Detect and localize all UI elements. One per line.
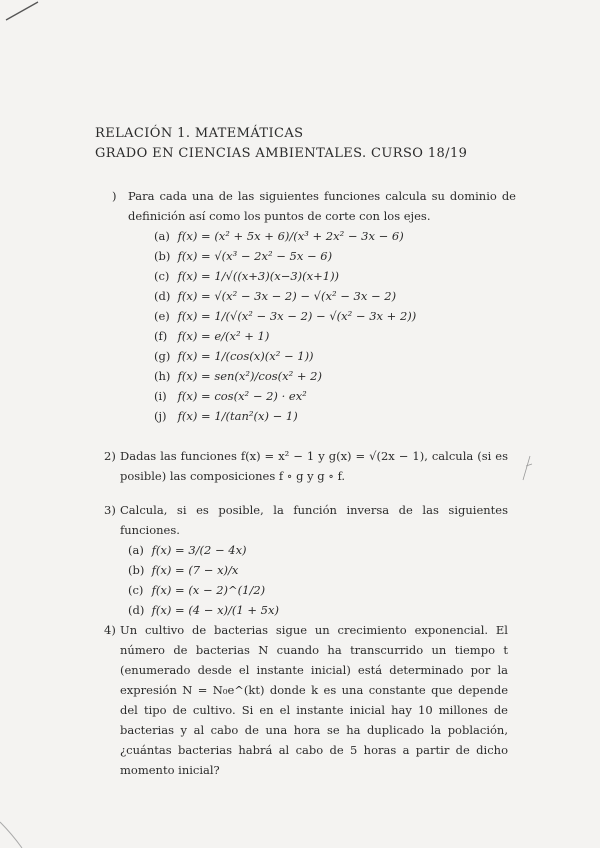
document-title: RELACIÓN 1. MATEMÁTICAS (95, 126, 304, 141)
exercise-text: Calcula, si es posible, la función inversa de las siguientes funciones. (120, 503, 508, 537)
exercise-number: 4) (104, 623, 116, 637)
list-item (154, 246, 516, 266)
pen-stroke-mark (2, 0, 42, 24)
math-expression: f(x) = e/(x² + 1) (177, 329, 270, 343)
exercise-number: ) (112, 189, 117, 203)
list-item (154, 366, 516, 386)
list-item (154, 326, 516, 346)
item-label: (h) (154, 369, 171, 383)
item-label: (d) (154, 289, 171, 303)
item-label: (a) (154, 229, 170, 243)
list-item (154, 226, 516, 246)
list-item (154, 286, 516, 306)
list-item (128, 600, 508, 620)
document-subtitle: GRADO EN CIENCIAS AMBIENTALES. CURSO 18/19 (95, 146, 468, 161)
exercise-text: Un cultivo de bacterias sigue un crecimiento exponencial. El número de bacterias N cuando ha transcurrido un tiempo t (enumerado desde el instante inicial) está determinado por la expresión N = N₀e^(kt) donde k es una constante que depende del tipo de cultivo. Si en el instante inicial hay 10 millones de bacterias y al cabo de una hora se ha duplicado la población, ¿cuántas bacterias habrá al cabo de 5 horas a partir de dicho momento inicial? (120, 623, 508, 777)
math-expression: f(x) = (7 − x)/x (151, 563, 239, 577)
item-label: (i) (154, 389, 167, 403)
list-item (128, 560, 508, 580)
list-item (128, 540, 508, 560)
item-label: (f) (154, 329, 168, 343)
exercise-3 (104, 500, 508, 620)
exercise-1 (112, 186, 516, 426)
item-label: (d) (128, 603, 145, 617)
math-expression: f(x) = 1/√((x+3)(x−3)(x+1)) (177, 269, 340, 283)
exercise-4 (104, 620, 508, 780)
exercise-2 (104, 446, 508, 486)
math-expression: f(x) = (4 − x)/(1 + 5x) (151, 603, 279, 617)
item-label: (c) (154, 269, 170, 283)
function-list (128, 226, 516, 426)
math-expression: f(x) = √(x³ − 2x² − 5x − 6) (177, 249, 333, 263)
list-item (154, 346, 516, 366)
list-item (154, 266, 516, 286)
function-list (120, 540, 508, 620)
item-label: (g) (154, 349, 171, 363)
list-item (154, 386, 516, 406)
math-expression: f(x) = cos(x² − 2) · ex² (177, 389, 307, 403)
math-expression: f(x) = 1/(√(x² − 3x − 2) − √(x² − 3x + 2)) (177, 309, 417, 323)
list-item (128, 580, 508, 600)
exercise-number: 2) (104, 449, 116, 463)
list-item (154, 306, 516, 326)
stray-pencil-mark (520, 452, 534, 482)
math-expression: f(x) = sen(x²)/cos(x² + 2) (177, 369, 322, 383)
exercise-number: 3) (104, 503, 116, 517)
math-expression: f(x) = 3/(2 − 4x) (151, 543, 247, 557)
exercise-text: Para cada una de las siguientes funciones calcula su dominio de definición así como los puntos de corte con los ejes. (128, 189, 516, 223)
math-expression: f(x) = √(x² − 3x − 2) − √(x² − 3x − 2) (177, 289, 397, 303)
math-expression: f(x) = 1/(cos(x)(x² − 1)) (177, 349, 314, 363)
math-expression: f(x) = (x² + 5x + 6)/(x³ + 2x² − 3x − 6) (177, 229, 404, 243)
item-label: (a) (128, 543, 144, 557)
exercise-text: Dadas las funciones f(x) = x² − 1 y g(x) = √(2x − 1), calcula (si es posible) las composiciones f ∘ g y g ∘ f. (120, 449, 508, 483)
math-expression: f(x) = 1/(tan²(x) − 1) (177, 409, 298, 423)
item-label: (e) (154, 309, 170, 323)
math-expression: f(x) = (x − 2)^(1/2) (151, 583, 266, 597)
document-header (95, 124, 467, 164)
item-label: (b) (154, 249, 171, 263)
item-label: (c) (128, 583, 144, 597)
page-edge-mark (0, 818, 40, 848)
item-label: (b) (128, 563, 145, 577)
item-label: (j) (154, 409, 167, 423)
list-item (154, 406, 516, 426)
